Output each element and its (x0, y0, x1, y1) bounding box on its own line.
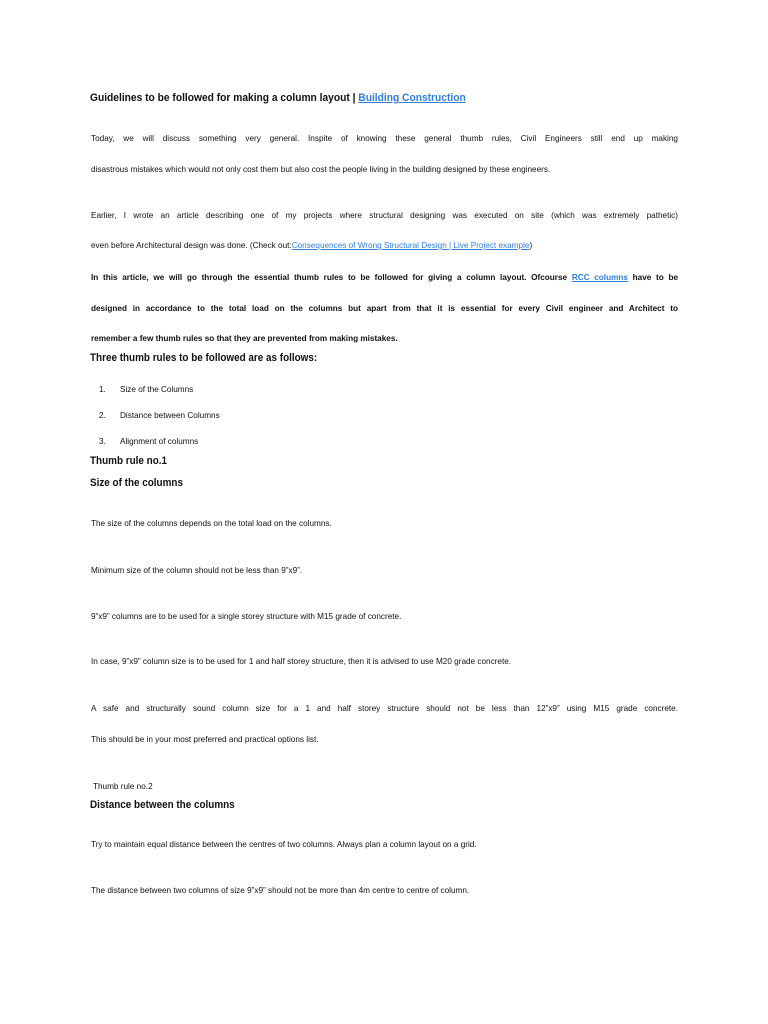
bold-para-line-1-suffix: have to be (627, 273, 679, 282)
rule1-para-3: 9”x9” columns are to be used for a single storey structure with M15 grade of concrete. (91, 612, 402, 621)
earlier-line-1: Earlier, I wrote an article describing one of my projects where structural designing was executed on site (which was extremely pathetic) (91, 211, 678, 220)
list-item-number: 1. (99, 385, 106, 394)
list-item: Alignment of columns (120, 437, 199, 446)
intro-line-2: disastrous mistakes which would not only cost them but also cost the people living in the building designed by these engineers. (91, 165, 551, 174)
rule2-para-1: Try to maintain equal distance between the centres of two columns. Always plan a column layout on a grid. (91, 840, 477, 849)
earlier-line-2 (91, 241, 532, 251)
bold-para-line-1 (91, 273, 678, 283)
list-item: Size of the Columns (120, 385, 194, 394)
bold-para-line-3: remember a few thumb rules so that they are prevented from making mistakes. (91, 334, 398, 343)
rules-heading: Three thumb rules to be followed are as follows: (90, 352, 318, 364)
rule1-heading: Thumb rule no.1 (90, 455, 168, 467)
rule1-para-2: Minimum size of the column should not be less than 9”x9”. (91, 566, 303, 575)
earlier-line-2-prefix: even before Architectural design was done. (Check out: (91, 241, 292, 250)
rule1-para-4: In case, 9”x9” column size is to be used for 1 and half storey structure, then it is advised to use M20 grade concrete. (91, 657, 512, 666)
rule2-subheading: Distance between the columns (90, 799, 235, 811)
rcc-columns-link[interactable]: RCC columns (571, 273, 628, 282)
rule1-para-5-line-1: A safe and structurally sound column size for a 1 and half storey structure should not be less than 12”x9” using M15 grade concrete. (91, 704, 678, 713)
list-item-number: 3. (99, 437, 106, 446)
rule1-para-1: The size of the columns depends on the total load on the columns. (91, 519, 332, 528)
intro-line-1: Today, we will discuss something very general. Inspite of knowing these general thumb rules, Civil Engineers still end up making (91, 134, 678, 143)
rule1-subheading: Size of the columns (90, 477, 183, 489)
wrong-structural-design-link[interactable]: Consequences of Wrong Structural Design | Live Project example (291, 241, 530, 250)
rule2-para-2: The distance between two columns of size 9”x9” should not be more than 4m centre to centre of column. (91, 886, 470, 895)
rule2-heading: Thumb rule no.2 (93, 782, 153, 791)
rule1-para-5-line-2: This should be in your most preferred and practical options list. (91, 735, 319, 744)
bold-para-line-2: designed in accordance to the total load on the columns but apart from that it is essential for every Civil engineer and Architect to (91, 304, 678, 313)
article-title-text: Guidelines to be followed for making a column layout | (90, 92, 359, 104)
article-title (90, 92, 466, 104)
list-item-number: 2. (99, 411, 106, 420)
building-construction-link[interactable]: Building Construction (358, 92, 466, 104)
list-item: Distance between Columns (120, 411, 220, 420)
bold-para-line-1-prefix: In this article, we will go through the essential thumb rules to be followed for giving a column layout. Ofcourse (91, 273, 572, 282)
earlier-line-2-suffix: ) (529, 241, 533, 250)
